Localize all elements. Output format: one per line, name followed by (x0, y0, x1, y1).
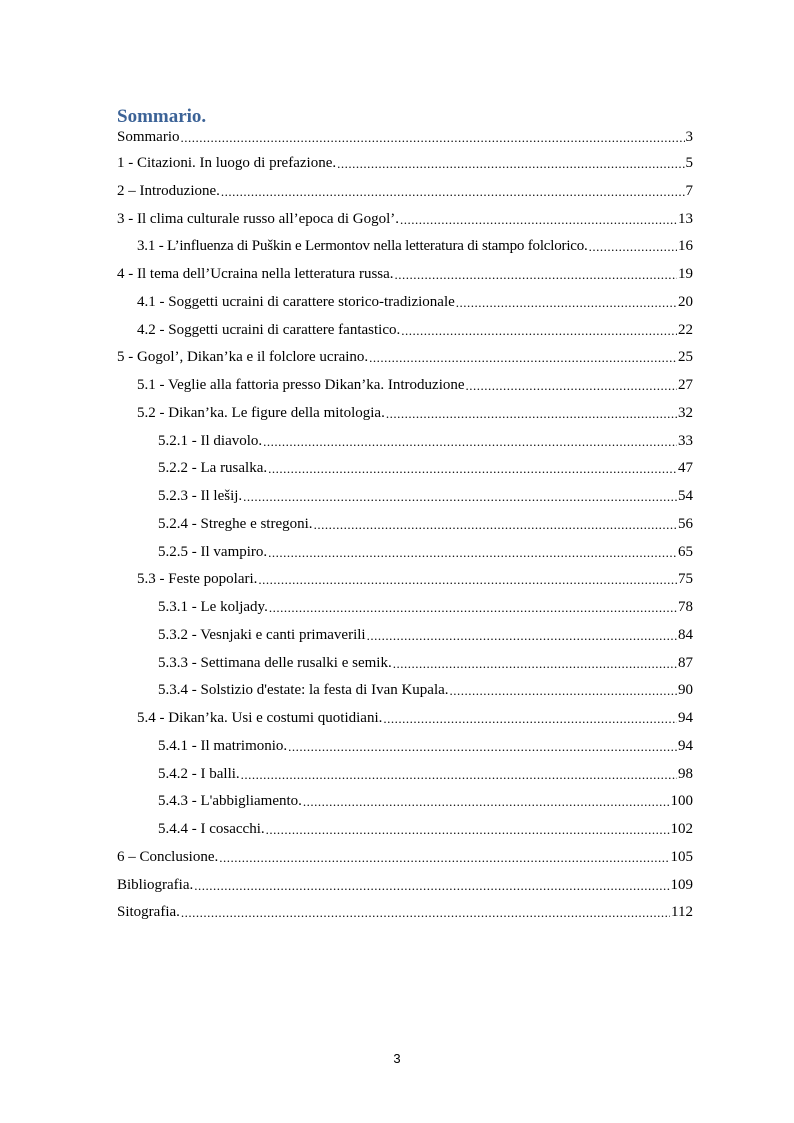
toc-entry[interactable] (117, 150, 693, 178)
toc-entry-page: 20 (678, 293, 693, 310)
toc-heading: Sommario. (117, 106, 207, 127)
dot-leader (367, 628, 677, 643)
toc-entry-title: 5.4.4 - I cosacchi. (158, 821, 265, 837)
toc-entry-title: 4.2 - Soggetti ucraini di carattere fantastico. (137, 321, 401, 338)
toc-entry[interactable] (117, 400, 693, 428)
dot-leader (288, 739, 677, 754)
toc-entry[interactable] (117, 844, 693, 872)
toc-entry-title: 5.2.4 - Streghe e stregoni. (158, 515, 313, 532)
toc-entry[interactable] (117, 372, 693, 400)
toc-entry-title: 5.2.2 - La rusalka. (158, 460, 268, 477)
dot-leader (400, 212, 677, 227)
toc-entry[interactable] (117, 899, 693, 927)
toc-entry[interactable] (117, 261, 693, 289)
toc-entry-page: 16 (678, 238, 693, 255)
toc-entry[interactable] (117, 455, 693, 483)
toc-entry-page: 94 (678, 737, 693, 754)
toc-entry-title: 6 – Conclusione. (117, 848, 219, 865)
toc-entry-page: 22 (678, 321, 693, 338)
toc-entry-page: 94 (678, 710, 693, 726)
toc-entry-title: 3.1 - L’influenza di Puškin e Lermontov nella letteratura di stampo folclorico. (137, 238, 588, 255)
toc-entry-title: Sitografia. (117, 904, 180, 921)
toc-entry-title: 3 - Il clima culturale russo all’epoca di Gogol’. (117, 210, 399, 227)
toc-entry[interactable] (117, 566, 693, 594)
toc-entry[interactable] (117, 511, 693, 539)
toc-entry[interactable] (117, 622, 693, 650)
dot-leader (241, 767, 677, 782)
dot-leader (456, 295, 677, 310)
toc-entry-title: Sommario (117, 129, 180, 145)
toc-entry[interactable] (117, 705, 693, 733)
page-number: 3 (393, 1051, 401, 1066)
toc-entry-page: 90 (678, 682, 693, 699)
dot-leader (266, 822, 670, 837)
toc-entry-title: 5.3.2 - Vesnjaki e canti primaverili (158, 626, 366, 643)
dot-leader (314, 517, 677, 532)
toc-entry[interactable] (117, 289, 693, 317)
toc-entry-title: 4.1 - Soggetti ucraini di carattere storico-tradizionale (137, 293, 455, 310)
toc-entry-page: 102 (670, 821, 693, 837)
toc-entry-page: 19 (678, 266, 693, 282)
toc-entry[interactable] (117, 816, 693, 844)
dot-leader (194, 878, 669, 893)
toc-entry-title: 5.3.3 - Settimana delle rusalki e semik. (158, 654, 392, 671)
dot-leader (383, 711, 677, 726)
toc-entry-title: 5.4.1 - Il matrimonio. (158, 737, 288, 754)
toc-entry-title: 5.2.3 - Il lešij. (158, 488, 243, 504)
toc-entry-page: 98 (678, 765, 693, 782)
toc-entry-title: 5.4 - Dikan’ka. Usi e costumi quotidiani. (137, 710, 383, 726)
dot-leader (450, 683, 677, 698)
dot-leader (263, 434, 677, 449)
toc-entry-title: 5.2 - Dikan’ka. Le figure della mitologia. (137, 404, 385, 421)
toc-entry[interactable] (117, 233, 693, 261)
toc-entry-page: 54 (678, 488, 693, 504)
toc-entry-title: 5.3.1 - Le koljady. (158, 599, 268, 615)
toc-entry[interactable] (117, 677, 693, 705)
dot-leader (393, 656, 677, 671)
toc-entry-page: 56 (678, 515, 693, 532)
dot-leader (386, 406, 677, 421)
toc-entry[interactable] (117, 125, 693, 150)
toc-entry-page: 87 (678, 654, 693, 671)
toc-entry-title: 5 - Gogol’, Dikan’ka e il folclore ucraino. (117, 349, 369, 366)
dot-leader (181, 905, 670, 920)
toc-entry-title: 5.1 - Veglie alla fattoria presso Dikan’ka. Introduzione (137, 377, 465, 393)
toc-entry-page: 84 (678, 626, 693, 643)
toc-entry-title: 5.3 - Feste popolari. (137, 571, 258, 588)
dot-leader (395, 267, 677, 282)
dot-leader (221, 184, 685, 199)
toc-entry[interactable] (117, 594, 693, 622)
toc-entry-page: 112 (671, 904, 693, 921)
toc-entry-page: 27 (678, 377, 693, 393)
toc-entry-page: 109 (670, 876, 693, 893)
toc-entry-page: 65 (678, 543, 693, 560)
toc-entry[interactable] (117, 872, 693, 900)
toc-entry-page: 13 (678, 210, 693, 227)
dot-leader (258, 572, 677, 587)
toc-entry[interactable] (117, 733, 693, 761)
toc-entry-title: 5.2.5 - Il vampiro. (158, 543, 268, 560)
dot-leader (269, 600, 677, 615)
toc-entry[interactable] (117, 761, 693, 789)
toc-entry-title: 5.3.4 - Solstizio d'estate: la festa di Ivan Kupala. (158, 682, 449, 699)
toc-entry-page: 7 (685, 182, 693, 199)
dot-leader (303, 794, 670, 809)
dot-leader (369, 350, 677, 365)
toc-entry[interactable] (117, 539, 693, 567)
toc-entry[interactable] (117, 206, 693, 234)
dot-leader (219, 850, 669, 865)
toc-entry[interactable] (117, 178, 693, 206)
dot-leader (243, 489, 677, 504)
toc-entry-title: 2 – Introduzione. (117, 182, 220, 199)
toc-entry-title: 5.4.3 - L'abbigliamento. (158, 793, 302, 810)
toc-entry[interactable] (117, 483, 693, 511)
toc-entry-title: 5.4.2 - I balli. (158, 765, 240, 782)
dot-leader (589, 239, 677, 254)
toc-entry-page: 78 (678, 599, 693, 615)
dot-leader (181, 130, 685, 145)
toc-entry-page: 25 (678, 349, 693, 366)
toc-entry[interactable] (117, 788, 693, 816)
toc-entry-page: 3 (685, 129, 693, 145)
toc-entry-title: Bibliografia. (117, 876, 194, 893)
table-of-contents (117, 125, 693, 927)
toc-entry-page: 32 (678, 404, 693, 421)
toc-entry-title: 5.2.1 - Il diavolo. (158, 432, 263, 449)
dot-leader (337, 156, 684, 171)
toc-entry-page: 47 (678, 460, 693, 477)
toc-entry[interactable] (117, 428, 693, 456)
toc-entry-page: 5 (685, 155, 693, 171)
toc-entry[interactable] (117, 317, 693, 345)
dot-leader (401, 323, 677, 338)
toc-entry-page: 33 (678, 432, 693, 449)
toc-entry-title: 1 - Citazioni. In luogo di prefazione. (117, 155, 337, 171)
dot-leader (466, 378, 677, 393)
dot-leader (268, 461, 677, 476)
toc-entry-page: 75 (678, 571, 693, 588)
dot-leader (268, 545, 677, 560)
toc-entry-title: 4 - Il tema dell’Ucraina nella letteratura russa. (117, 266, 394, 282)
toc-entry-page: 100 (670, 793, 693, 810)
toc-entry[interactable] (117, 650, 693, 678)
toc-entry-page: 105 (670, 848, 693, 865)
toc-entry[interactable] (117, 344, 693, 372)
